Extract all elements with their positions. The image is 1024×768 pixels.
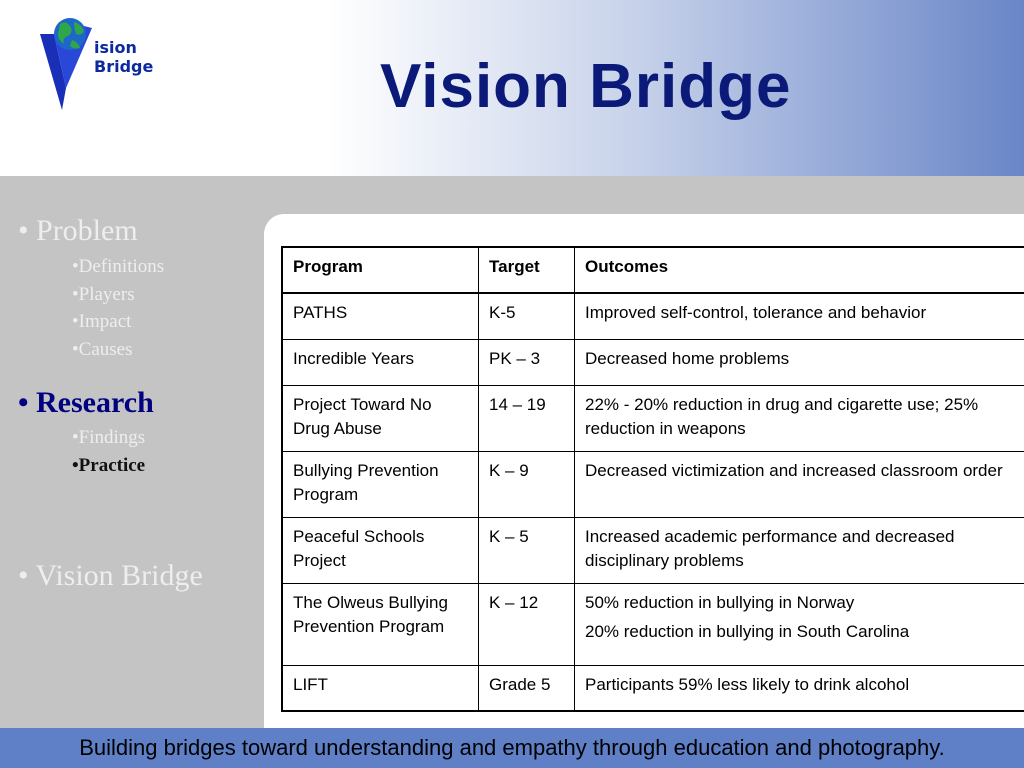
- cell-target: K – 9: [479, 451, 575, 517]
- cell-outcomes: [575, 293, 1024, 339]
- outline-subitem-causes[interactable]: •Causes: [72, 339, 133, 360]
- cell-outcomes: [575, 385, 1024, 451]
- table-row: [282, 293, 1024, 339]
- header-target: Target: [479, 247, 575, 293]
- outcome-line: 22% - 20% reduction in drug and cigarette use; 25% reduction in weapons: [585, 394, 979, 438]
- outline-subitem-definitions[interactable]: •Definitions: [72, 256, 165, 277]
- table-row: [282, 517, 1024, 583]
- cell-outcomes: [575, 583, 1024, 665]
- cell-program: PATHS: [282, 293, 479, 339]
- outline-item-research[interactable]: • Research: [18, 386, 154, 419]
- outline-subitem-players[interactable]: •Players: [72, 284, 135, 305]
- cell-outcomes: [575, 517, 1024, 583]
- outline-subitem-practice[interactable]: •Practice: [72, 455, 146, 476]
- cell-target: 14 – 19: [479, 385, 575, 451]
- cell-outcomes: [575, 665, 1024, 711]
- cell-program: Incredible Years: [282, 339, 479, 385]
- outcome-line: Increased academic performance and decreased disciplinary problems: [585, 526, 955, 570]
- slide-title: Vision Bridge: [380, 52, 792, 121]
- outcome-line: 50% reduction in bullying in Norway: [585, 592, 855, 612]
- cell-target: K – 12: [479, 583, 575, 665]
- footer-tagline: Building bridges toward understanding and empathy through education and photography.: [0, 728, 1024, 768]
- cell-target: K-5: [479, 293, 575, 339]
- outline-subitem-impact[interactable]: •Impact: [72, 311, 132, 332]
- table-row: [282, 451, 1024, 517]
- header-program: Program: [282, 247, 479, 293]
- programs-table: [281, 246, 1024, 712]
- outcome-line: Improved self-control, tolerance and behavior: [585, 303, 927, 322]
- table-row: [282, 665, 1024, 711]
- cell-program: Peaceful Schools Project: [282, 517, 479, 583]
- outline-item-vision-bridge[interactable]: • Vision Bridge: [18, 559, 203, 592]
- logo-text-line2: Bridge: [94, 57, 154, 76]
- logo-text-line1: ision: [94, 38, 137, 57]
- cell-outcomes: [575, 339, 1024, 385]
- cell-target: PK – 3: [479, 339, 575, 385]
- cell-outcomes: [575, 451, 1024, 517]
- outline-item-problem[interactable]: • Problem: [18, 214, 138, 247]
- slide-header: [0, 0, 1024, 176]
- cell-program: Bullying Prevention Program: [282, 451, 479, 517]
- outcome-line: Decreased victimization and increased classroom order: [585, 460, 1003, 480]
- cell-program: LIFT: [282, 665, 479, 711]
- table-row: [282, 583, 1024, 665]
- cell-program: Project Toward No Drug Abuse: [282, 385, 479, 451]
- outline-subitem-findings[interactable]: •Findings: [72, 427, 146, 448]
- cell-program: The Olweus Bullying Prevention Program: [282, 583, 479, 665]
- cell-target: K – 5: [479, 517, 575, 583]
- table-header-row: [282, 247, 1024, 293]
- table-row: [282, 385, 1024, 451]
- header-outcomes: Outcomes: [575, 247, 1024, 293]
- outcome-line: Participants 59% less likely to drink alcohol: [585, 674, 910, 694]
- table-row: [282, 339, 1024, 385]
- cell-target: Grade 5: [479, 665, 575, 711]
- outcome-line: Decreased home problems: [585, 348, 790, 368]
- outcome-line: 20% reduction in bullying in South Carolina: [585, 621, 910, 641]
